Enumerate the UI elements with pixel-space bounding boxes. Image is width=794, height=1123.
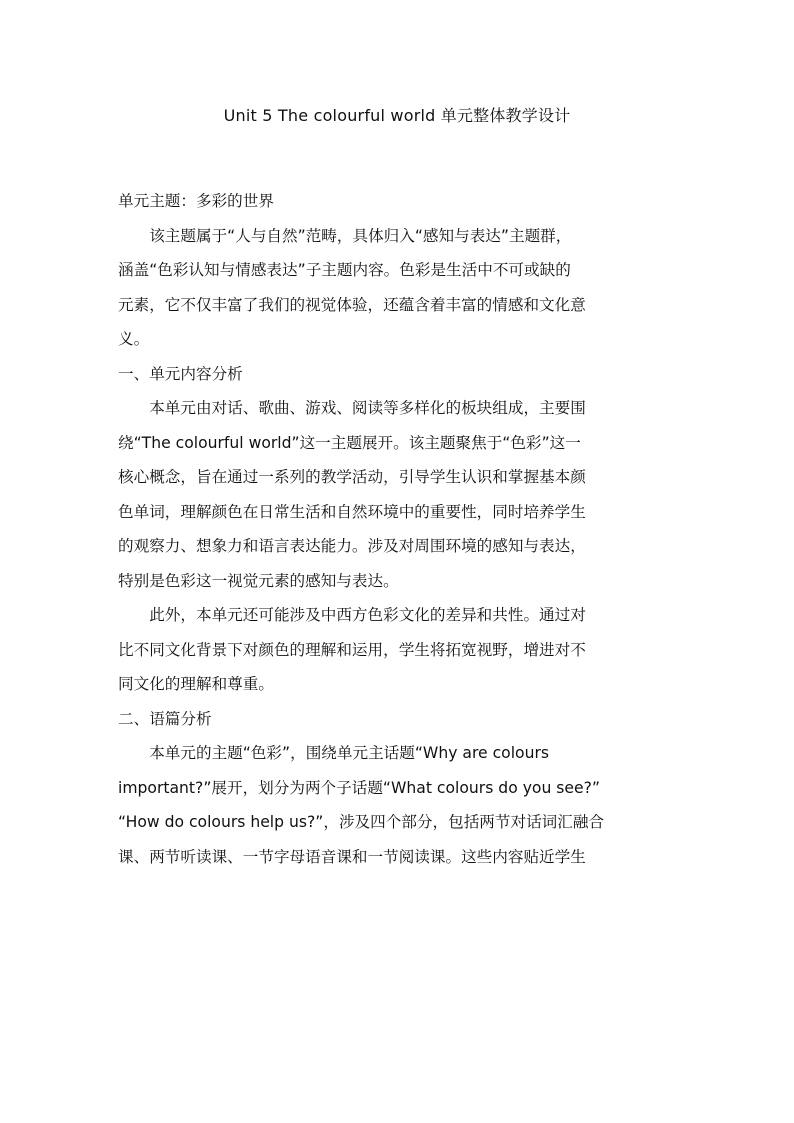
text-line: 的观察力、想象力和语言表达能力。涉及对周围环境的感知与表达， [118, 537, 586, 555]
document-body [118, 184, 678, 874]
text-line: 涵盖“色彩认知与情感表达”子主题内容。色彩是生活中不可或缺的 [118, 261, 571, 279]
section-2-heading: 二、语篇分析 [118, 709, 212, 728]
unit-theme-paragraph [118, 219, 678, 357]
text-line: 特别是色彩这一视觉元素的感知与表达。 [118, 571, 399, 590]
text-line: 课、两节听读课、一节字母语音课和一节阅读课。这些内容贴近学生 [118, 847, 586, 866]
text-line: 比不同文化背景下对颜色的理解和运用，学生将拓宽视野，增进对不 [118, 640, 586, 659]
text-line: 此外，本单元还可能涉及中西方色彩文化的差异和共性。通过对 [149, 606, 586, 624]
document-title: Unit 5 The colourful world 单元整体教学设计 [223, 106, 571, 125]
text-line: 核心概念，旨在通过一系列的教学活动，引导学生认识和掌握基本颜 [118, 468, 586, 486]
text-line: 本单元由对话、歌曲、游戏、阅读等多样化的板块组成，主要围 [149, 399, 586, 417]
text-line: “How do colours help us?”，涉及四个部分，包括两节对话词汇融合 [118, 813, 605, 831]
section-1-paragraph-1 [118, 391, 678, 598]
section-1-heading: 一、单元内容分析 [118, 364, 243, 383]
text-line: 义。 [118, 330, 150, 348]
text-line: 绕“The colourful world”这一主题展开。该主题聚焦于“色彩”这一 [118, 433, 581, 452]
text-line: 该主题属于“人与自然”范畴，具体归入“感知与表达”主题群， [149, 226, 572, 245]
section-2-paragraph-1 [118, 736, 678, 874]
text-line: 元素，它不仅丰富了我们的视觉体验，还蕴含着丰富的情感和文化意 [118, 295, 586, 314]
text-line: 同文化的理解和尊重。 [118, 675, 274, 693]
text-line: important?”展开，划分为两个子话题“What colours do you see?” [118, 778, 600, 797]
text-line: 色单词，理解颜色在日常生活和自然环境中的重要性，同时培养学生 [118, 502, 586, 521]
text-line: 本单元的主题“色彩”，围绕单元主话题“Why are colours [149, 744, 549, 762]
section-1-paragraph-2 [118, 598, 678, 702]
unit-theme-heading: 单元主题：多彩的世界 [118, 192, 274, 210]
